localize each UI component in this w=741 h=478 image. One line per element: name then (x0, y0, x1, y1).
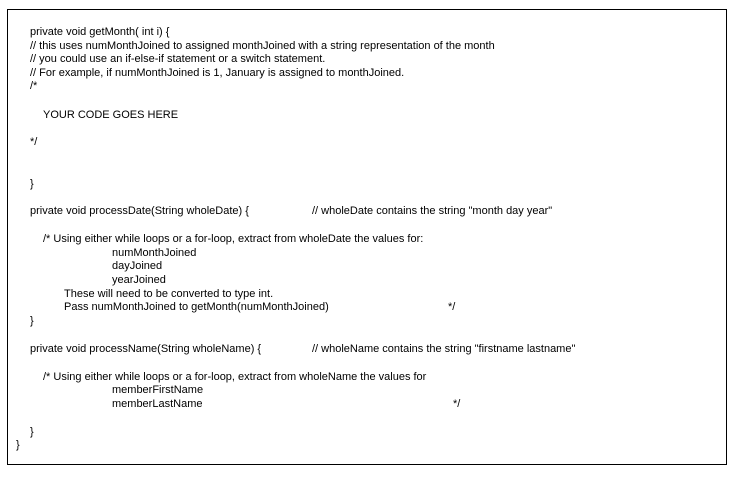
processname-var-last: memberLastName (112, 398, 203, 410)
processdate-inline-comment: // wholeDate contains the string "month day year" (312, 205, 553, 217)
getmonth-comment-1: // this uses numMonthJoined to assigned monthJoined with a string representation of the month (30, 40, 495, 52)
processdate-var-month: numMonthJoined (112, 247, 197, 259)
getmonth-comment-open: /* (30, 80, 38, 92)
processname-close-brace: } (30, 426, 34, 438)
processdate-var-year: yearJoined (112, 274, 166, 286)
getmonth-comment-3: // For example, if numMonthJoined is 1, January is assigned to monthJoined. (30, 67, 405, 79)
getmonth-comment-2: // you could use an if-else-if statement or a switch statement. (30, 53, 326, 65)
processname-comment-close: */ (453, 398, 461, 410)
processdate-comment-3: Pass numMonthJoined to getMonth(numMonthJoined) (64, 301, 329, 313)
processname-comment-1: /* Using either while loops or a for-loop, extract from wholeName the values for (43, 371, 427, 383)
getmonth-comment-close: */ (30, 136, 38, 148)
processdate-close-brace: } (30, 315, 34, 327)
processname-signature: private void processName(String wholeName) { (30, 343, 262, 355)
getmonth-signature: private void getMonth( int i) { (30, 26, 170, 38)
processdate-signature: private void processDate(String wholeDate) { (30, 205, 249, 217)
processname-var-first: memberFirstName (112, 384, 204, 396)
processdate-comment-2: These will need to be converted to type int. (64, 288, 274, 300)
processdate-comment-close: */ (448, 301, 456, 313)
processdate-comment-1: /* Using either while loops or a for-loop, extract from wholeDate the values for: (43, 233, 424, 245)
getmonth-close-brace: } (30, 178, 34, 190)
class-close-brace: } (16, 439, 20, 451)
code-placeholder: YOUR CODE GOES HERE (43, 109, 179, 121)
processdate-var-day: dayJoined (112, 260, 163, 272)
processname-inline-comment: // wholeName contains the string "firstname lastname" (312, 343, 576, 355)
